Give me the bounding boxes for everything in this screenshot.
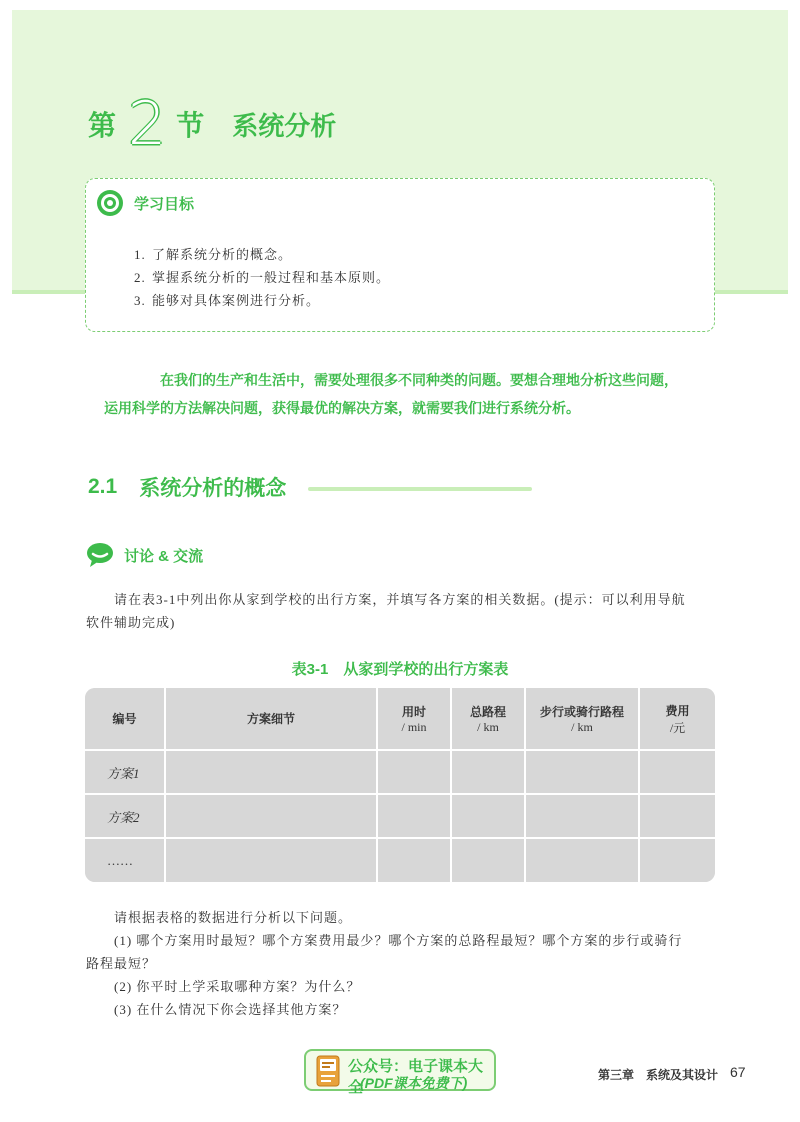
table-cell[interactable]	[525, 794, 639, 838]
intro-line: 在我们的生产和生活中，需要处理很多不同种类的问题。要想合理地分析这些问题，	[160, 372, 678, 388]
table-cell[interactable]	[525, 750, 639, 794]
ebook-icon	[316, 1055, 340, 1087]
questions-text	[86, 906, 716, 1021]
subsection-divider	[308, 487, 532, 491]
section-title	[88, 89, 337, 159]
section-number: 2	[128, 89, 167, 159]
discussion-label: 讨论 & 交流	[124, 547, 204, 565]
objectives-list	[134, 243, 390, 312]
promo-line-1: 公众号：电子课本大全	[348, 1058, 484, 1096]
learning-objectives-box	[85, 178, 715, 332]
speech-bubble-icon	[86, 542, 114, 568]
row-label: 方案2	[85, 794, 165, 838]
row-label: ……	[85, 838, 165, 882]
section-suffix: 节	[176, 110, 205, 141]
table-cell[interactable]	[639, 794, 715, 838]
target-icon	[96, 189, 124, 217]
table-cell[interactable]	[451, 794, 525, 838]
discussion-header	[86, 542, 203, 568]
table-cell[interactable]	[165, 750, 377, 794]
question-item-continued: 路程最短？	[86, 956, 157, 971]
table-header-cell: 方案细节	[165, 688, 377, 750]
table-row	[85, 838, 715, 882]
table-header-row	[85, 688, 715, 750]
subsection-title	[88, 472, 532, 502]
question-item: (1) 哪个方案用时最短？哪个方案费用最少？哪个方案的总路程最短？哪个方案的步行或骑行	[114, 933, 683, 948]
table-row	[85, 750, 715, 794]
table-cell[interactable]	[639, 750, 715, 794]
intro-line: 运用科学的方法解决问题，获得最优的解决方案，就需要我们进行系统分析。	[104, 400, 580, 416]
question-item: (3) 在什么情况下你会选择其他方案？	[114, 1002, 347, 1017]
table-cell[interactable]	[639, 838, 715, 882]
table-cell[interactable]	[377, 794, 451, 838]
section-heading: 系统分析	[232, 111, 337, 141]
subsection-heading: 系统分析的概念	[139, 477, 287, 500]
intro-paragraph	[104, 366, 704, 422]
travel-plan-table	[85, 688, 715, 882]
objective-item: 3. 能够对具体案例进行分析。	[134, 293, 321, 308]
table-header-cell: 总路程 / km	[451, 688, 525, 750]
table-cell[interactable]	[165, 838, 377, 882]
table-cell[interactable]	[451, 838, 525, 882]
row-label: 方案1	[85, 750, 165, 794]
questions-intro: 请根据表格的数据进行分析以下问题。	[114, 910, 353, 925]
table-header-cell: 用时 / min	[377, 688, 451, 750]
table-cell[interactable]	[165, 794, 377, 838]
promo-line-2: (PDF课本免费下)	[360, 1075, 468, 1091]
promo-badge	[304, 1049, 496, 1096]
question-item: (2) 你平时上学采取哪种方案？为什么？	[114, 979, 361, 994]
table-header-cell: 费用 /元	[639, 688, 715, 750]
table-cell[interactable]	[377, 838, 451, 882]
table-cell[interactable]	[451, 750, 525, 794]
objective-item: 2. 掌握系统分析的一般过程和基本原则。	[134, 270, 391, 285]
table-caption: 表3-1 从家到学校的出行方案表	[291, 661, 509, 678]
page-number: 67	[730, 1064, 746, 1080]
chapter-label: 第三章 系统及其设计	[598, 1068, 719, 1082]
table-header-cell: 步行或骑行路程 / km	[525, 688, 639, 750]
objectives-title: 学习目标	[134, 196, 195, 213]
objective-item: 1. 了解系统分析的概念。	[134, 247, 293, 262]
table-row	[85, 794, 715, 838]
table-cell[interactable]	[377, 750, 451, 794]
table-header-cell: 编号	[85, 688, 165, 750]
subsection-number: 2.1	[88, 475, 118, 498]
discussion-text: 请在表3-1中列出你从家到学校的出行方案，并填写各方案的相关数据。(提示：可以利用导航 软件辅助完成)	[86, 592, 686, 630]
table-cell[interactable]	[525, 838, 639, 882]
section-prefix: 第	[88, 110, 117, 141]
